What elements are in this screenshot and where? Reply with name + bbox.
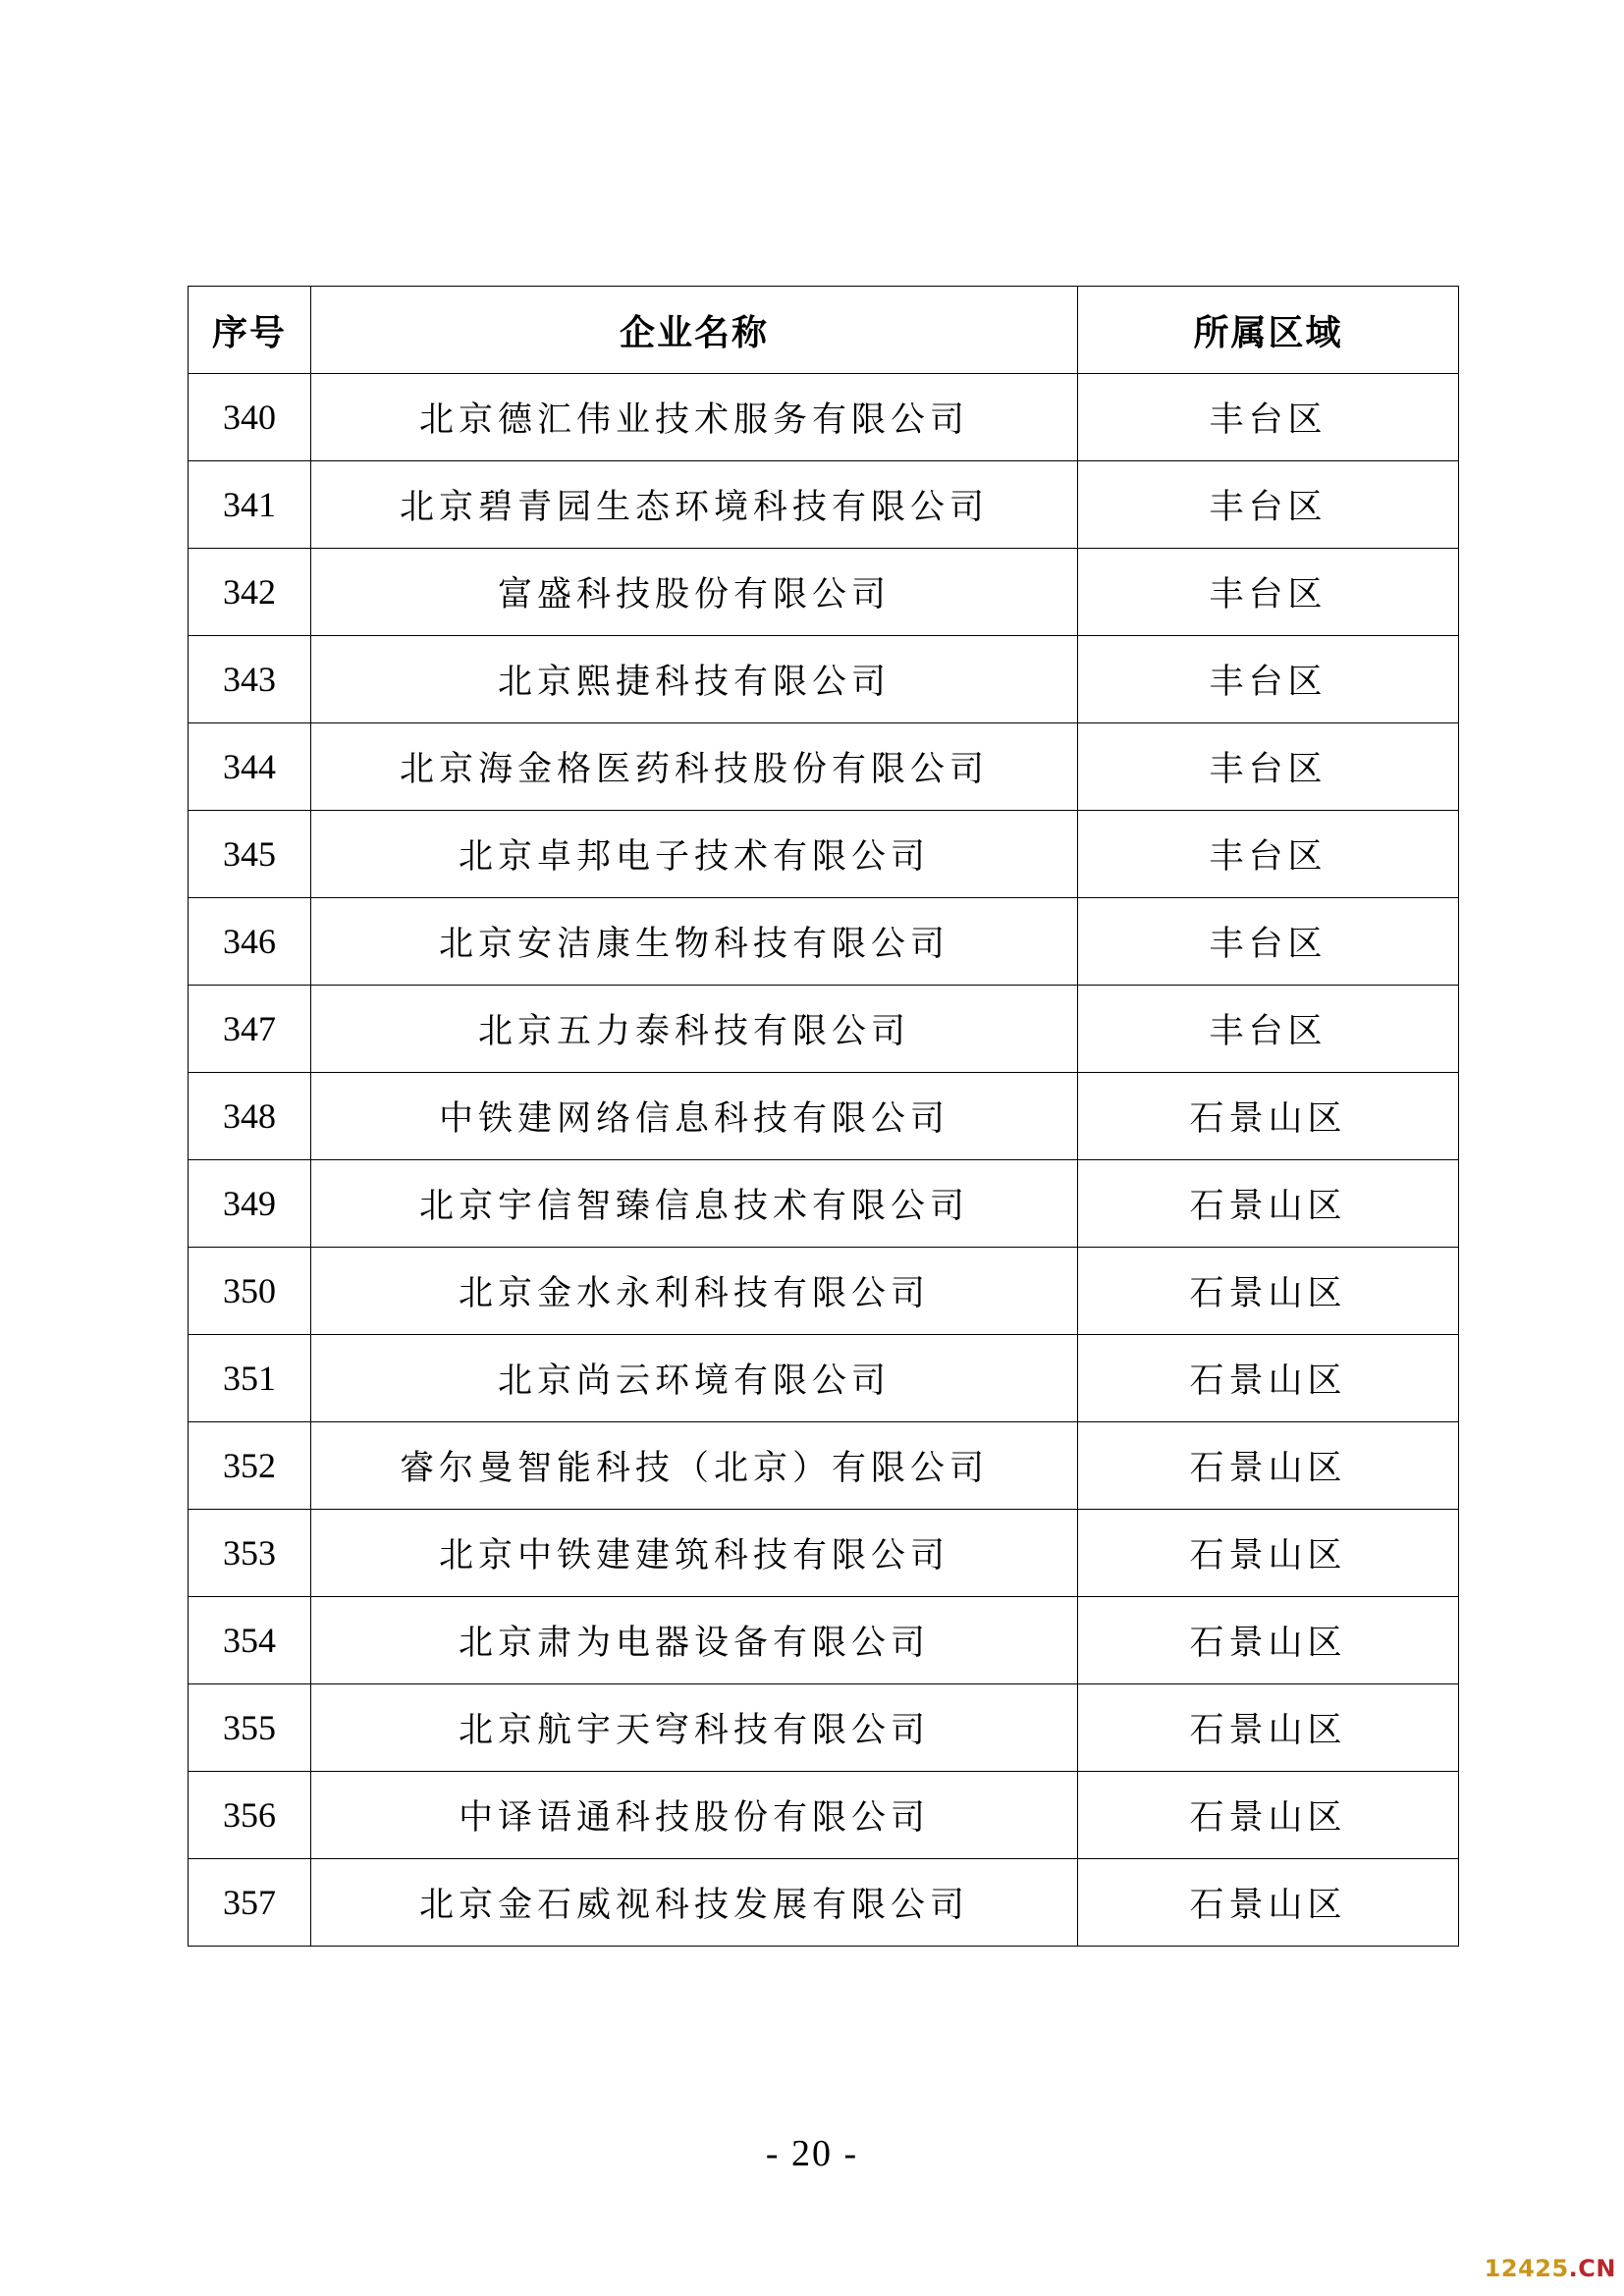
header-region: 所属区域	[1078, 287, 1459, 374]
row-region-cell: 丰台区	[1078, 898, 1459, 986]
row-no-cell: 344	[189, 723, 311, 811]
table-row	[189, 1684, 1459, 1772]
row-region-cell: 丰台区	[1078, 986, 1459, 1073]
row-name-cell: 北京卓邦电子技术有限公司	[311, 811, 1078, 898]
row-no-cell: 357	[189, 1859, 311, 1947]
row-no-cell: 347	[189, 986, 311, 1073]
table-row	[189, 1859, 1459, 1947]
row-no-cell: 346	[189, 898, 311, 986]
row-no-cell: 348	[189, 1073, 311, 1160]
row-region-cell: 丰台区	[1078, 723, 1459, 811]
row-name-cell: 中铁建网络信息科技有限公司	[311, 1073, 1078, 1160]
row-no-cell: 341	[189, 461, 311, 549]
row-region-cell: 石景山区	[1078, 1422, 1459, 1510]
row-no-cell: 340	[189, 374, 311, 461]
row-name-cell: 睿尔曼智能科技（北京）有限公司	[311, 1422, 1078, 1510]
row-name-cell: 北京宇信智臻信息技术有限公司	[311, 1160, 1078, 1248]
row-region-cell: 石景山区	[1078, 1160, 1459, 1248]
row-name-cell: 北京尚云环境有限公司	[311, 1335, 1078, 1422]
row-no-cell: 353	[189, 1510, 311, 1597]
enterprise-table	[188, 286, 1459, 1947]
row-no-cell: 351	[189, 1335, 311, 1422]
table-row	[189, 461, 1459, 549]
table-row	[189, 1510, 1459, 1597]
row-region-cell: 石景山区	[1078, 1335, 1459, 1422]
row-name-cell: 北京中铁建建筑科技有限公司	[311, 1510, 1078, 1597]
row-region-cell: 石景山区	[1078, 1248, 1459, 1335]
table-row	[189, 549, 1459, 636]
row-region-cell: 丰台区	[1078, 636, 1459, 723]
row-region-cell: 丰台区	[1078, 374, 1459, 461]
table-row	[189, 636, 1459, 723]
table-row	[189, 811, 1459, 898]
table-row	[189, 986, 1459, 1073]
row-region-cell: 石景山区	[1078, 1772, 1459, 1859]
watermark-main: 12425	[1484, 2255, 1569, 2282]
row-no-cell: 352	[189, 1422, 311, 1510]
row-no-cell: 356	[189, 1772, 311, 1859]
table-row	[189, 1597, 1459, 1684]
row-no-cell: 343	[189, 636, 311, 723]
table-row	[189, 1422, 1459, 1510]
row-name-cell: 富盛科技股份有限公司	[311, 549, 1078, 636]
table-row	[189, 898, 1459, 986]
row-region-cell: 石景山区	[1078, 1510, 1459, 1597]
row-name-cell: 北京金水永利科技有限公司	[311, 1248, 1078, 1335]
row-region-cell: 丰台区	[1078, 461, 1459, 549]
row-no-cell: 342	[189, 549, 311, 636]
row-region-cell: 石景山区	[1078, 1859, 1459, 1947]
row-no-cell: 345	[189, 811, 311, 898]
row-name-cell: 北京熙捷科技有限公司	[311, 636, 1078, 723]
row-no-cell: 349	[189, 1160, 311, 1248]
header-name: 企业名称	[311, 287, 1078, 374]
page-number: - 20 -	[765, 2133, 859, 2174]
table-header-row	[189, 287, 1459, 374]
row-region-cell: 石景山区	[1078, 1597, 1459, 1684]
table-row	[189, 723, 1459, 811]
row-name-cell: 北京金石威视科技发展有限公司	[311, 1859, 1078, 1947]
row-no-cell: 350	[189, 1248, 311, 1335]
row-name-cell: 北京海金格医药科技股份有限公司	[311, 723, 1078, 811]
table-row	[189, 1772, 1459, 1859]
table-row	[189, 1073, 1459, 1160]
row-region-cell: 丰台区	[1078, 549, 1459, 636]
table-row	[189, 1248, 1459, 1335]
row-region-cell: 丰台区	[1078, 811, 1459, 898]
row-name-cell: 北京五力泰科技有限公司	[311, 986, 1078, 1073]
table-row	[189, 1160, 1459, 1248]
row-name-cell: 北京肃为电器设备有限公司	[311, 1597, 1078, 1684]
site-watermark	[1485, 2255, 1616, 2282]
row-name-cell: 中译语通科技股份有限公司	[311, 1772, 1078, 1859]
row-name-cell: 北京碧青园生态环境科技有限公司	[311, 461, 1078, 549]
row-region-cell: 石景山区	[1078, 1073, 1459, 1160]
table-row	[189, 374, 1459, 461]
row-name-cell: 北京航宇天穹科技有限公司	[311, 1684, 1078, 1772]
row-name-cell: 北京德汇伟业技术服务有限公司	[311, 374, 1078, 461]
row-no-cell: 355	[189, 1684, 311, 1772]
row-name-cell: 北京安洁康生物科技有限公司	[311, 898, 1078, 986]
row-no-cell: 354	[189, 1597, 311, 1684]
header-no: 序号	[189, 287, 311, 374]
watermark-suffix: .CN	[1568, 2255, 1616, 2282]
table-row	[189, 1335, 1459, 1422]
row-region-cell: 石景山区	[1078, 1684, 1459, 1772]
table-body	[189, 374, 1459, 1947]
